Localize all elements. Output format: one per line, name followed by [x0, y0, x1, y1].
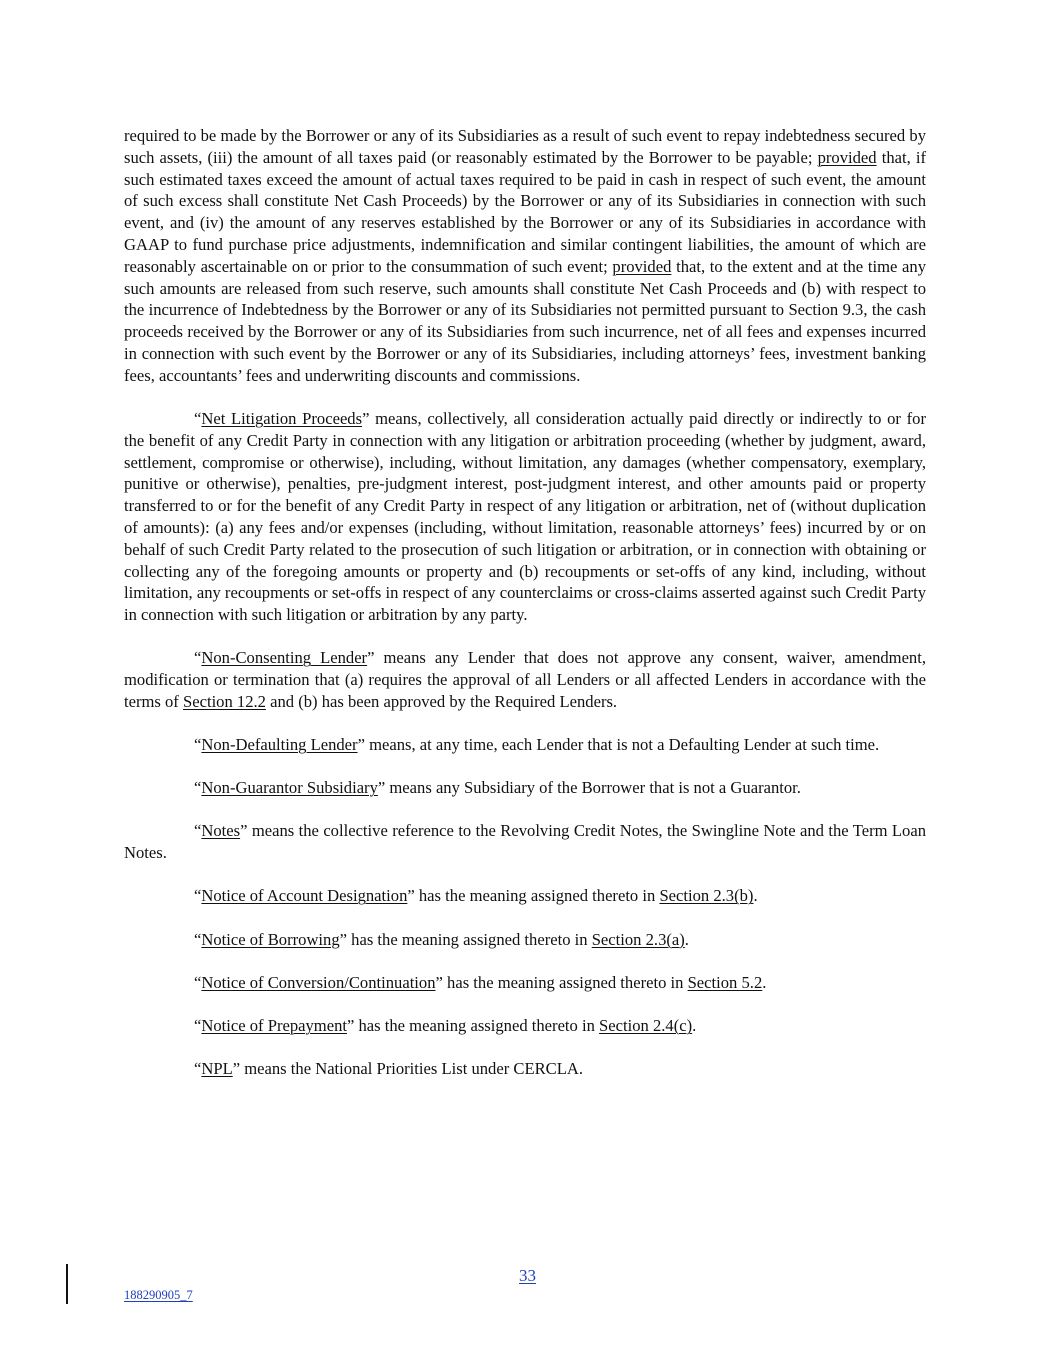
defined-term: NPL — [201, 1059, 233, 1079]
section-reference: Section 5.2 — [687, 972, 763, 992]
defined-term: Net Litigation Proceeds — [201, 408, 363, 428]
provided-term: provided — [612, 256, 672, 276]
document-id: 188290905_7 — [124, 1288, 193, 1302]
definition-non-guarantor-subsidiary — [124, 777, 926, 799]
definition-text: ” means the National Priorities List under CERCLA. — [232, 1059, 583, 1079]
quote: “ — [194, 929, 202, 949]
document-body — [124, 125, 926, 1101]
page-number: 33 — [519, 1266, 536, 1285]
section-reference: Section 2.4(c) — [599, 1016, 693, 1036]
period: . — [762, 972, 767, 992]
definition-net-litigation-proceeds — [124, 408, 926, 626]
quote: “ — [194, 1059, 202, 1079]
definition-notes — [124, 820, 926, 864]
definition-notice-of-conversion-continuation — [124, 972, 926, 994]
definition-npl — [124, 1058, 926, 1080]
defined-term: Notice of Prepayment — [201, 1016, 347, 1036]
defined-term: Notice of Account Designation — [201, 886, 408, 906]
defined-term: Notice of Conversion/Continuation — [201, 972, 436, 992]
quote: “ — [194, 886, 202, 906]
quote: “ — [194, 778, 202, 798]
quote: “ — [194, 648, 202, 668]
definition-text: ” means any Lender that does not approve any consent, waiver, amendment, modification or termination that (a) requires the approval of all Lenders or all affected Lenders in accordance with the terms of — [124, 648, 926, 711]
period: . — [684, 929, 689, 949]
paragraph-net-cash-proceeds-continued — [124, 125, 926, 387]
section-reference: Section 2.3(b) — [659, 886, 754, 906]
text: that, if such estimated taxes exceed the amount of actual taxes required to be paid in cash in respect of such event, the amount of such excess shall constitute Net Cash Proceeds) by the Borrower or any of its Subsidiaries in connection with such event, and (iv) the amount of any reserves established by the Borrower or any of its Subsidiaries in accordance with GAAP to fund purchase price adjustments, indemnification and similar contingent liabilities, the amount of which are reasonably ascertainable on or prior to the consummation of such event; — [124, 147, 926, 276]
text: that, to the extent and at the time any such amounts are released from such reserve, such amounts shall constitute Net Cash Proceeds and (b) with respect to the incurrence of Indebtedness by the Borrower or any of its Subsidiaries not permitted pursuant to Section 9.3, the cash proceeds received by the Borrower or any of its Subsidiaries from such incurrence, net of all fees and expenses incurred in connection with such event by the Borrower or any of its Subsidiaries, including attorneys’ fees, investment banking fees, accountants’ fees and underwriting discounts and commissions. — [124, 256, 926, 385]
definition-text: ” means the collective reference to the Revolving Credit Notes, the Swingline Note and the Term Loan Notes. — [124, 821, 926, 863]
defined-term: Non-Guarantor Subsidiary — [201, 778, 378, 798]
definition-text: ” has the meaning assigned thereto in — [339, 929, 592, 949]
definition-text: ” means, at any time, each Lender that is not a Defaulting Lender at such time. — [357, 735, 880, 755]
definition-notice-of-prepayment — [124, 1015, 926, 1037]
definition-text: ” means any Subsidiary of the Borrower that is not a Guarantor. — [377, 778, 801, 798]
definition-text: and (b) has been approved by the Required Lenders. — [265, 691, 618, 711]
defined-term: Notice of Borrowing — [201, 929, 340, 949]
definition-non-defaulting-lender — [124, 734, 926, 756]
quote: “ — [194, 1016, 202, 1036]
section-reference: Section 2.3(a) — [591, 929, 685, 949]
definition-notice-of-account-designation — [124, 885, 926, 907]
definition-non-consenting-lender — [124, 647, 926, 712]
definition-notice-of-borrowing — [124, 929, 926, 951]
definition-text: ” has the meaning assigned thereto in — [346, 1016, 600, 1036]
section-reference: Section 12.2 — [183, 691, 266, 711]
definition-text: ” has the meaning assigned thereto in — [407, 886, 660, 906]
definition-text: ” has the meaning assigned thereto in — [435, 972, 688, 992]
definition-text: ” means, collectively, all consideration actually paid directly or indirectly to or for the benefit of any Credit Party in connection with any litigation or arbitration proceeding (whether by judgment, award, settlement, compromise or otherwise), including, without limitation, any damages (whether compensatory, exemplary, punitive or otherwise), penalties, pre-judgment interest, post-judgment interest, and other amounts paid or property transferred to or for the benefit of any Credit Party in respect of any litigation or arbitration, net of (without duplication of amounts): (a) any fees and/or expenses (including, without limitation, reasonable attorneys’ fees) incurred by or on behalf of such Credit Party related to the prosecution of such litigation or arbitration, or in connection with obtaining or collecting any of the foregoing amounts or property and (b) recoupments or set-offs of any kind, including, without limitation, any recoupments or set-offs in respect of any counterclaims or cross-claims asserted against such Credit Party in connection with such litigation or arbitration by any party. — [124, 408, 926, 625]
period: . — [753, 886, 758, 906]
quote: “ — [194, 735, 202, 755]
defined-term: Notes — [201, 821, 241, 841]
text: required to be made by the Borrower or any of its Subsidiaries as a result of such event to repay indebtedness secured by such assets, (iii) the amount of all taxes paid (or reasonably estimated by the Borrower to be payable; — [124, 126, 926, 167]
defined-term: Non-Consenting Lender — [201, 648, 368, 668]
defined-term: Non-Defaulting Lender — [201, 735, 358, 755]
provided-term: provided — [817, 147, 877, 167]
quote: “ — [194, 821, 202, 841]
period: . — [692, 1016, 697, 1036]
quote: “ — [194, 972, 202, 992]
quote: “ — [194, 408, 202, 428]
